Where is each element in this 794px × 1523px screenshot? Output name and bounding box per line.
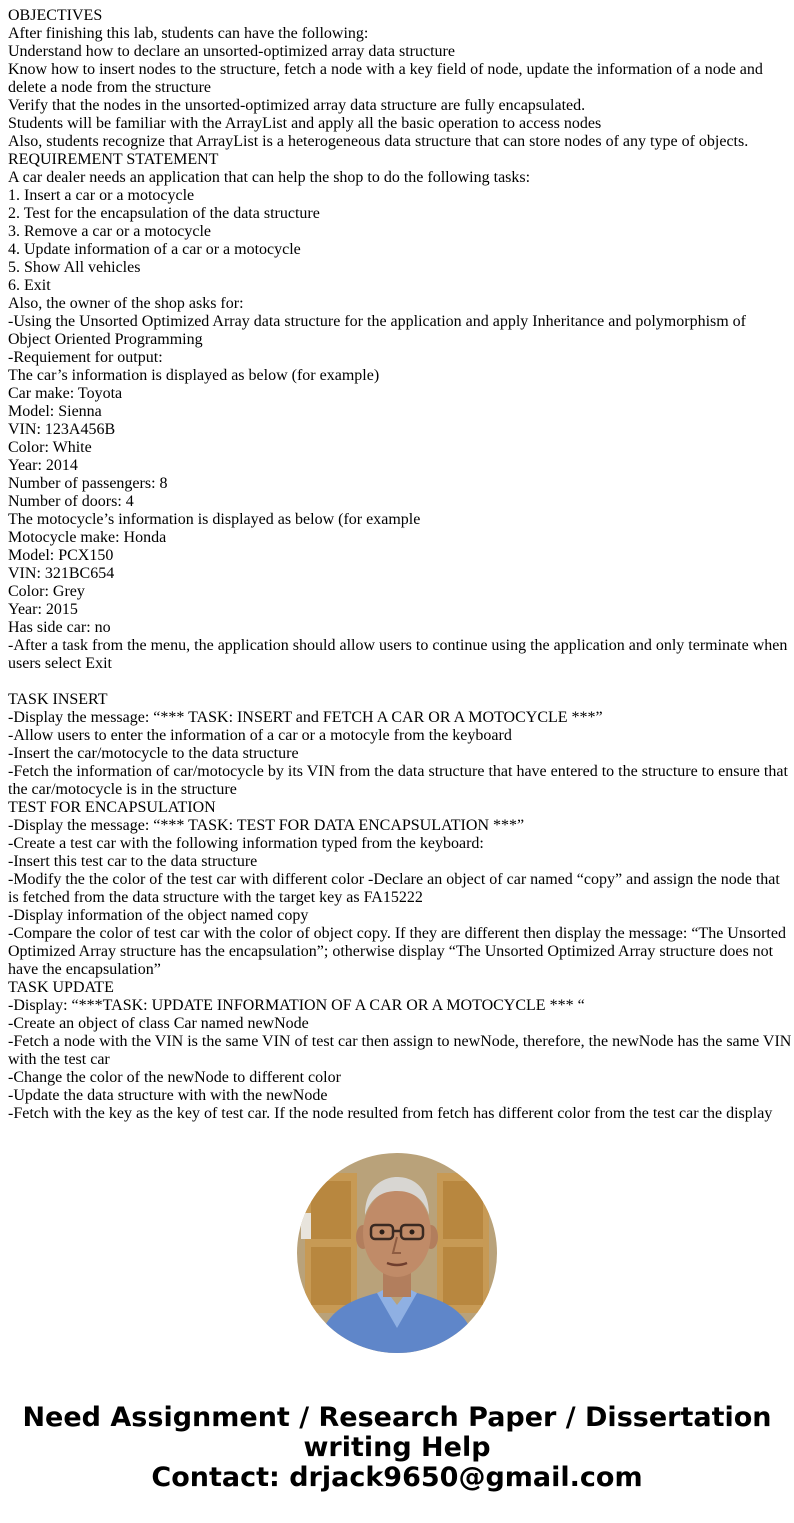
document-line: Model: PCX150 [8, 547, 114, 564]
document-line: 4. Update information of a car or a motocycle [8, 241, 301, 258]
document-line: -Display the message: “*** TASK: INSERT and FETCH A CAR OR A MOTOCYCLE ***” [8, 709, 603, 726]
document-line: Car make: Toyota [8, 385, 123, 402]
document-line: 6. Exit [8, 277, 51, 294]
document-line: A car dealer needs an application that can help the shop to do the following tasks: [8, 169, 531, 186]
person-photo-icon [297, 1153, 497, 1353]
document-line: Number of doors: 4 [8, 493, 134, 510]
document-line: Verify that the nodes in the unsorted-optimized array data structure are fully encapsulated. [8, 97, 586, 114]
document-line: -Allow users to enter the information of a car or a motocyle from the keyboard [8, 727, 512, 744]
document-line: 3. Remove a car or a motocycle [8, 223, 212, 240]
document-line: Number of passengers: 8 [8, 475, 168, 492]
document-line: Year: 2015 [8, 601, 78, 618]
document-line: -Requiement for output: [8, 349, 163, 366]
document-body [8, 7, 792, 1123]
document-line: TASK INSERT [8, 691, 108, 708]
document-line: -Insert the car/motocycle to the data structure [8, 745, 299, 762]
document-line: -Update the data structure with with the newNode [8, 1087, 328, 1104]
document-line: After finishing this lab, students can have the following: [8, 25, 369, 42]
document-line: Understand how to declare an unsorted-optimized array data structure [8, 43, 455, 60]
document-line: Motocycle make: Honda [8, 529, 167, 546]
document-line: Year: 2014 [8, 457, 78, 474]
document-line: Also, students recognize that ArrayList is a heterogeneous data structure that can store nodes of any type of objects. [8, 133, 749, 150]
document-line: -Display: “***TASK: UPDATE INFORMATION OF A CAR OR A MOTOCYCLE *** “ [8, 997, 585, 1014]
document-line: -Create a test car with the following information typed from the keyboard: [8, 835, 484, 852]
document-line: Color: Grey [8, 583, 85, 600]
footer-line-1: Need Assignment / Research Paper / Dissertation [22, 1402, 772, 1433]
document-line: Know how to insert nodes to the structure, fetch a node with a key field of node, update the information of a node and delete a node from the structure [8, 61, 763, 96]
document-line: -Create an object of class Car named newNode [8, 1015, 309, 1032]
document-line: -Insert this test car to the data structure [8, 853, 258, 870]
document-line: Has side car: no [8, 619, 111, 636]
document-line: REQUIREMENT STATEMENT [8, 151, 219, 168]
document-line: TEST FOR ENCAPSULATION [8, 799, 216, 816]
document-line: OBJECTIVES [8, 7, 103, 24]
document-line: -After a task from the menu, the application should allow users to continue using the application and only terminate when users select Exit [8, 637, 788, 672]
author-avatar [297, 1153, 497, 1353]
document-line: VIN: 123A456B [8, 421, 116, 438]
document-line: The motocycle’s information is displayed as below (for example [8, 511, 421, 528]
document-line: Color: White [8, 439, 92, 456]
document-line: -Fetch the information of car/motocycle by its VIN from the data structure that have entered to the structure to ensure that the car/motocycle is in the structure [8, 763, 788, 798]
document-line: Also, the owner of the shop asks for: [8, 295, 244, 312]
document-line: The car’s information is displayed as below (for example) [8, 367, 380, 384]
document-line: Model: Sienna [8, 403, 102, 420]
document-line: -Fetch with the key as the key of test car. If the node resulted from fetch has different color from the test car the display [8, 1105, 773, 1122]
footer-banner [0, 1403, 794, 1493]
document-line: VIN: 321BC654 [8, 565, 115, 582]
document-line: -Display the message: “*** TASK: TEST FOR DATA ENCAPSULATION ***” [8, 817, 525, 834]
blank-line [8, 673, 792, 691]
footer-contact: Contact: drjack9650@gmail.com [151, 1462, 643, 1493]
document-line: 5. Show All vehicles [8, 259, 141, 276]
document-line: -Compare the color of test car with the color of object copy. If they are different then display the message: “The Unsorted Optimized Array structure has the encapsulation”; otherwise display “The Unsorted Optimized Array structure does not have the encapsulation” [8, 925, 786, 978]
document-line: -Display information of the object named copy [8, 907, 309, 924]
document-line: 2. Test for the encapsulation of the data structure [8, 205, 320, 222]
document-line: -Modify the the color of the test car with different color -Declare an object of car named “copy” and assign the node that is fetched from the data structure with the target key as FA15222 [8, 871, 780, 906]
document-line: -Change the color of the newNode to different color [8, 1069, 341, 1086]
document-line: TASK UPDATE [8, 979, 114, 996]
document-line: -Fetch a node with the VIN is the same VIN of test car then assign to newNode, therefore, the newNode has the same VIN with the test car [8, 1033, 792, 1068]
footer-line-2: writing Help [303, 1432, 491, 1463]
document-line: 1. Insert a car or a motocycle [8, 187, 195, 204]
document-line: Students will be familiar with the ArrayList and apply all the basic operation to access nodes [8, 115, 602, 132]
document-line: -Using the Unsorted Optimized Array data structure for the application and apply Inheritance and polymorphism of Object Oriented Programming [8, 313, 747, 348]
